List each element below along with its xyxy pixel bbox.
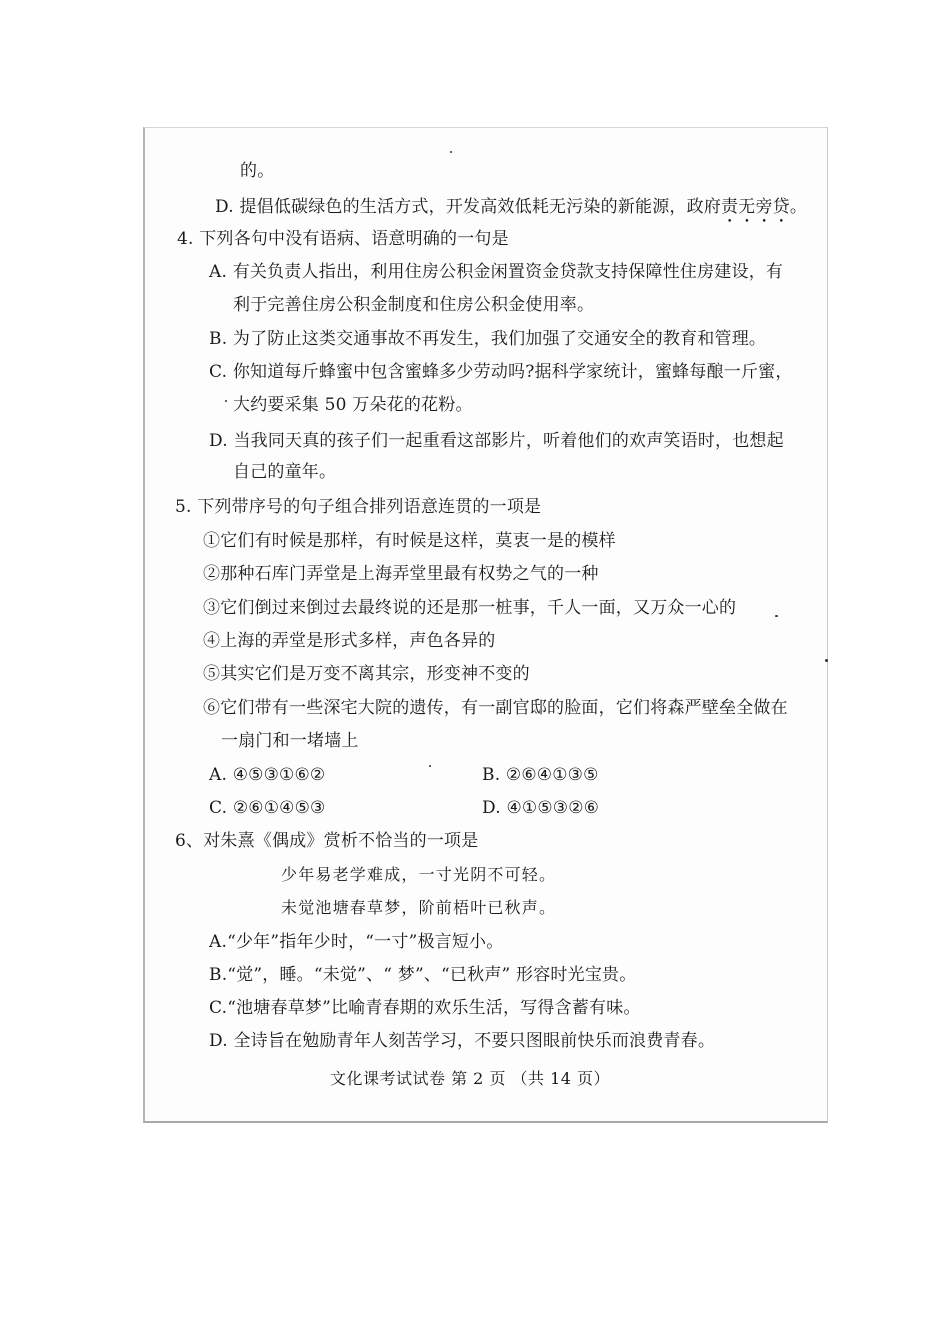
q6-option-a: [209, 931, 503, 953]
q4-option-d-line2: 自己的童年。: [233, 462, 337, 482]
q6-option-d: [209, 1030, 715, 1052]
q5-sentence-6: ⑥它们带有一些深宅大院的遗传，有一副官邸的脸面，它们将森严壁垒全做在: [203, 698, 788, 718]
q4-option-d-line1: [209, 430, 784, 452]
q6-option-a-text: “少年”指年少时，“一寸”极言短小。: [227, 932, 504, 952]
q6-option-b-text: “觉”，睡。“未觉”、“ 梦”、“已秋声” 形容时光宝贵。: [227, 965, 637, 985]
q5-option-a-label: A.: [209, 765, 228, 785]
q4-option-a-label: A.: [209, 262, 228, 282]
q5-sentence-1: ①它们有时候是那样，有时候是这样，莫衷一是的模样: [203, 531, 616, 551]
scan-speck: [450, 151, 452, 153]
q5-option-d-value: ④①⑤③②⑥: [506, 798, 600, 818]
scan-speck: [429, 765, 431, 767]
q6-option-c: [209, 997, 641, 1019]
q6-option-b-label: B.: [209, 965, 228, 985]
q4-option-c-text: 你知道每斤蜂蜜中包含蜜蜂多少劳动吗?据科学家统计，蜜蜂每酿一斤蜜，: [232, 362, 793, 382]
q3-tail-text: 的。: [240, 161, 275, 181]
q3-option-d-label: D.: [215, 197, 234, 217]
q4-option-d-text: 当我同天真的孩子们一起重看这部影片，听着他们的欢声笑语时，也想起: [233, 431, 784, 451]
q4-stem: 4. 下列各句中没有语病、语意明确的一句是: [177, 229, 509, 249]
q5-sentence-2: ②那种石库门弄堂是上海弄堂里最有权势之气的一种: [203, 564, 599, 584]
q5-option-a: [209, 764, 325, 786]
q4-option-c-line2: 大约要采集 50 万朵花的花粉。: [233, 395, 473, 415]
scan-speck: [825, 659, 828, 662]
q5-option-c: [209, 797, 325, 819]
q5-sentence-4: ④上海的弄堂是形式多样，声色各异的: [203, 631, 496, 651]
q5-option-c-value: ②⑥①④⑤③: [232, 798, 326, 818]
q4-option-a-line2: 利于完善住房公积金制度和住房公积金使用率。: [233, 295, 595, 315]
q5-option-a-value: ④⑤③①⑥②: [232, 765, 326, 785]
q6-option-d-label: D.: [209, 1031, 228, 1051]
q4-option-d-label: D.: [209, 431, 228, 451]
q3-option-d-emphasis: 责无旁贷: [721, 197, 790, 217]
q6-option-a-label: A.: [209, 932, 228, 952]
q5-option-b-label: B.: [482, 765, 501, 785]
q3-option-d-end: 。: [789, 197, 808, 217]
q4-option-c-line1: [209, 361, 793, 383]
scan-speck: [225, 400, 227, 402]
q6-poem-line-1: 少年易老学难成，一寸光阴不可轻。: [281, 865, 557, 884]
q5-sentence-3: ③它们倒过来倒过去最终说的还是那一桩事，千人一面，又万众一心的: [203, 598, 737, 618]
q6-option-c-text: “池塘春草梦”比喻青春期的欢乐生活，写得含蓄有味。: [227, 998, 641, 1018]
q5-stem: 5. 下列带序号的句子组合排列语意连贯的一项是: [175, 497, 542, 517]
scan-speck: [775, 615, 778, 617]
q5-option-d: [482, 797, 599, 819]
q4-option-b-text: 为了防止这类交通事故不再发生，我们加强了交通安全的教育和管理。: [232, 329, 767, 349]
q6-option-c-label: C.: [209, 998, 228, 1018]
q5-option-c-label: C.: [209, 798, 228, 818]
page-footer: 文化课考试试卷 第 2 页 （共 14 页）: [330, 1069, 611, 1088]
q6-option-b: [209, 964, 636, 986]
q4-option-a-text: 有关负责人指出，利用住房公积金闲置资金贷款支持保障性住房建设，有: [232, 262, 784, 282]
q4-option-b-label: B.: [209, 329, 228, 349]
q5-option-b: [482, 764, 599, 786]
q5-option-b-value: ②⑥④①③⑤: [505, 765, 599, 785]
q4-option-b: [209, 328, 766, 350]
q6-poem-line-2: 未觉池塘春草梦，阶前梧叶已秋声。: [281, 898, 557, 917]
q4-option-c-label: C.: [209, 362, 228, 382]
q5-sentence-6-cont: 一扇门和一堵墙上: [221, 731, 359, 751]
exam-page: [143, 127, 828, 1123]
q5-sentence-5: ⑤其实它们是万变不离其宗，形变神不变的: [203, 664, 530, 684]
q6-stem: 6、对朱熹《偶成》赏析不恰当的一项是: [175, 831, 479, 851]
q3-option-d-text: 提倡低碳绿色的生活方式，开发高效低耗无污染的新能源，政府: [239, 197, 722, 217]
q6-option-d-text: 全诗旨在勉励青年人刻苦学习，不要只图眼前快乐而浪费青春。: [233, 1031, 716, 1051]
q4-option-a-line1: [209, 261, 783, 283]
q5-option-d-label: D.: [482, 798, 501, 818]
q3-option-d: [215, 196, 807, 227]
